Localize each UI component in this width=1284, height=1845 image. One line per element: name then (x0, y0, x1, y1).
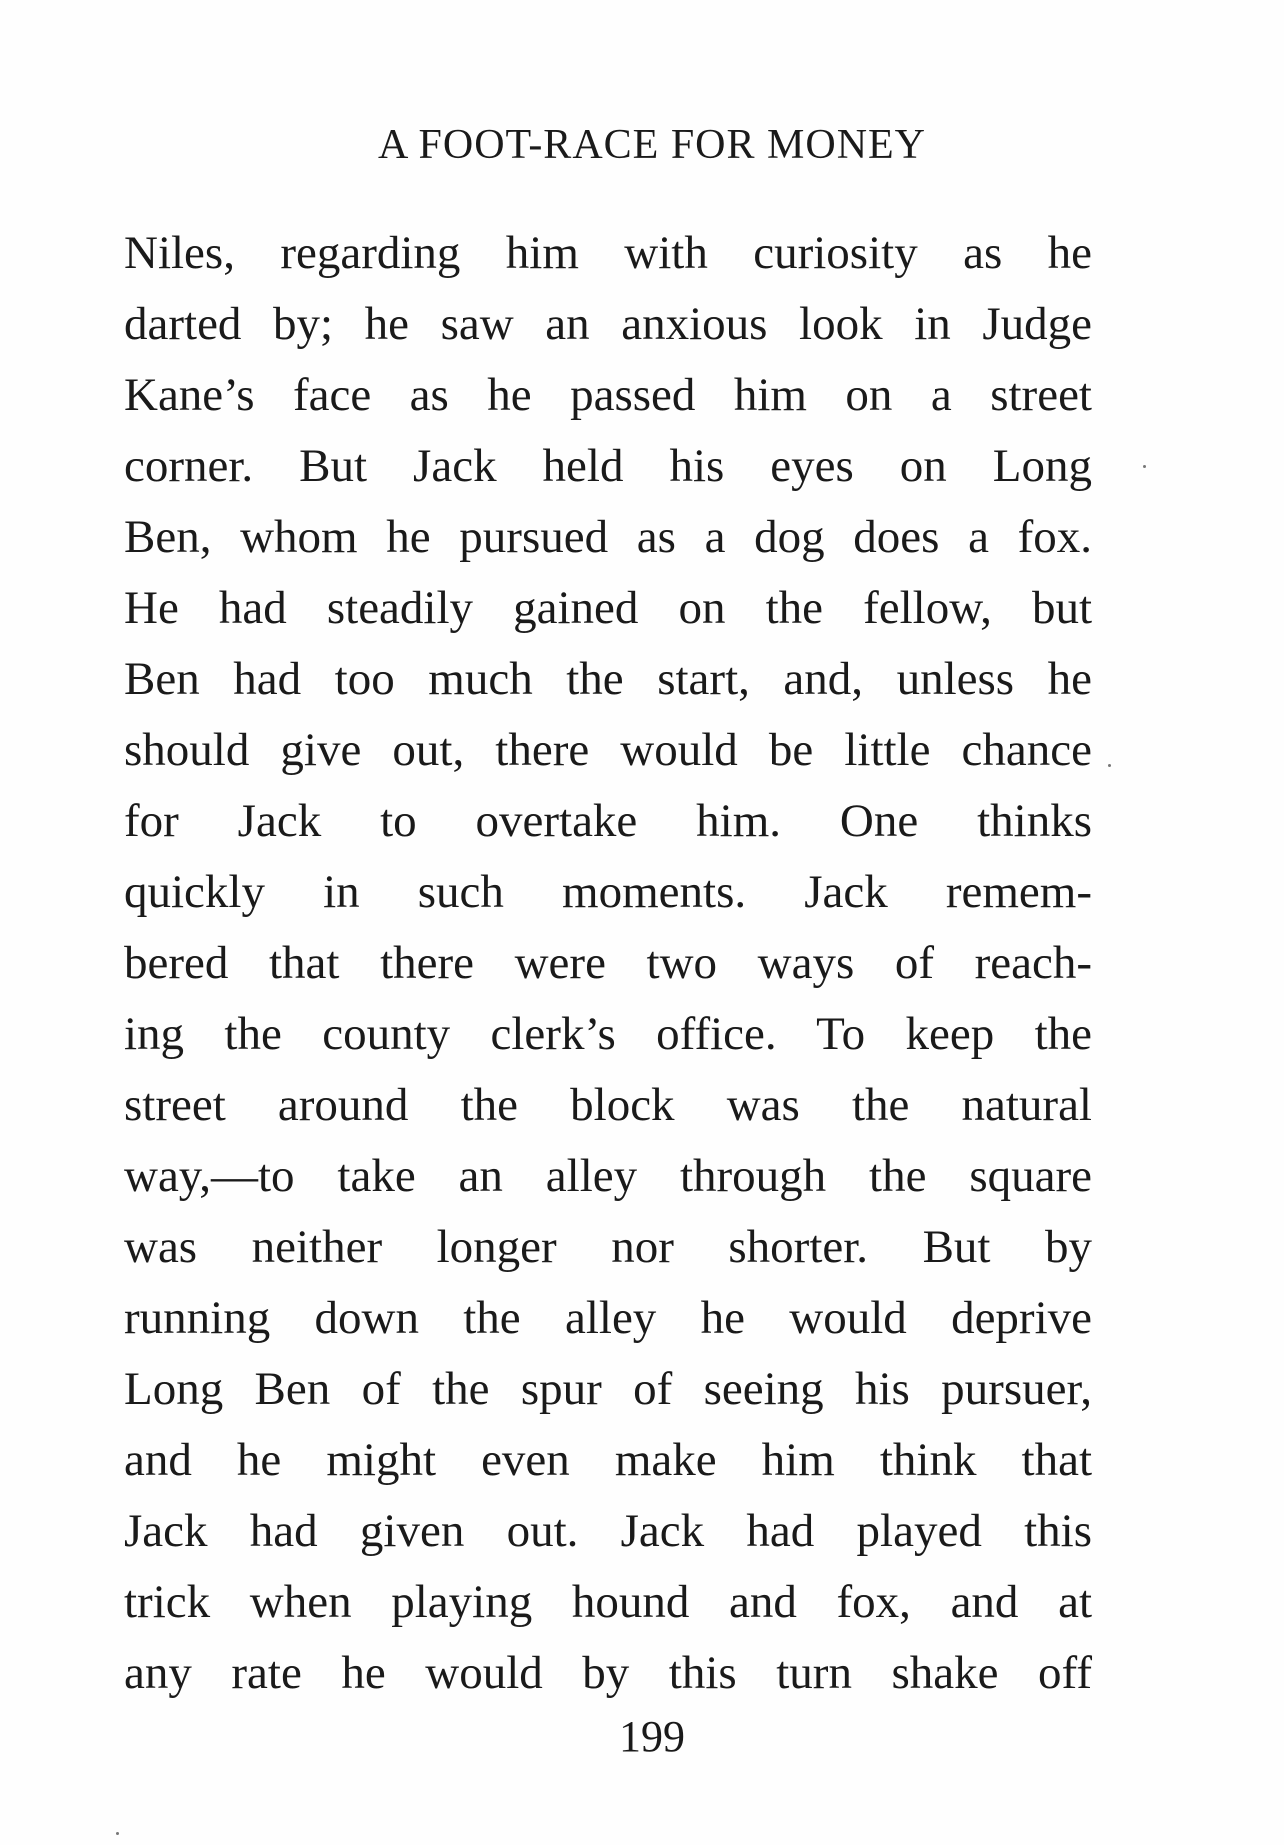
text-line: darted by; he saw an anxious look in Judge (124, 298, 1092, 350)
page-number: 199 (619, 1712, 685, 1761)
text-line: any rate he would by this turn shake off (124, 1647, 1092, 1699)
text-line: corner. But Jack held his eyes on Long (124, 440, 1092, 492)
text-line: running down the alley he would deprive (124, 1292, 1092, 1344)
text-line: was neither longer nor shorter. But by (124, 1221, 1092, 1273)
text-line: for Jack to overtake him. One thinks (124, 795, 1092, 847)
body-text (124, 218, 1092, 1709)
text-line: Jack had given out. Jack had played this (124, 1505, 1092, 1557)
text-line: Ben had too much the start, and, unless he (124, 653, 1092, 705)
paper-speck (1108, 764, 1111, 767)
text-line: Ben, whom he pursued as a dog does a fox. (124, 511, 1092, 563)
text-line: bered that there were two ways of reach- (124, 937, 1092, 989)
text-line: and he might even make him think that (124, 1434, 1092, 1486)
running-head: A FOOT-RACE FOR MONEY (377, 122, 927, 168)
text-line: should give out, there would be little chance (124, 724, 1092, 776)
text-line: trick when playing hound and fox, and at (124, 1576, 1092, 1628)
text-line: Kane’s face as he passed him on a street (124, 369, 1092, 421)
text-line: quickly in such moments. Jack remem- (124, 866, 1092, 918)
paper-speck (116, 1832, 119, 1835)
text-line: way,—to take an alley through the square (124, 1150, 1092, 1202)
paper-speck (1143, 465, 1146, 468)
text-line: He had steadily gained on the fellow, but (124, 582, 1092, 634)
text-line: street around the block was the natural (124, 1079, 1092, 1131)
text-line: ing the county clerk’s office. To keep the (124, 1008, 1092, 1060)
text-line: Long Ben of the spur of seeing his pursuer, (124, 1363, 1092, 1415)
text-line: Niles, regarding him with curiosity as he (124, 227, 1092, 279)
